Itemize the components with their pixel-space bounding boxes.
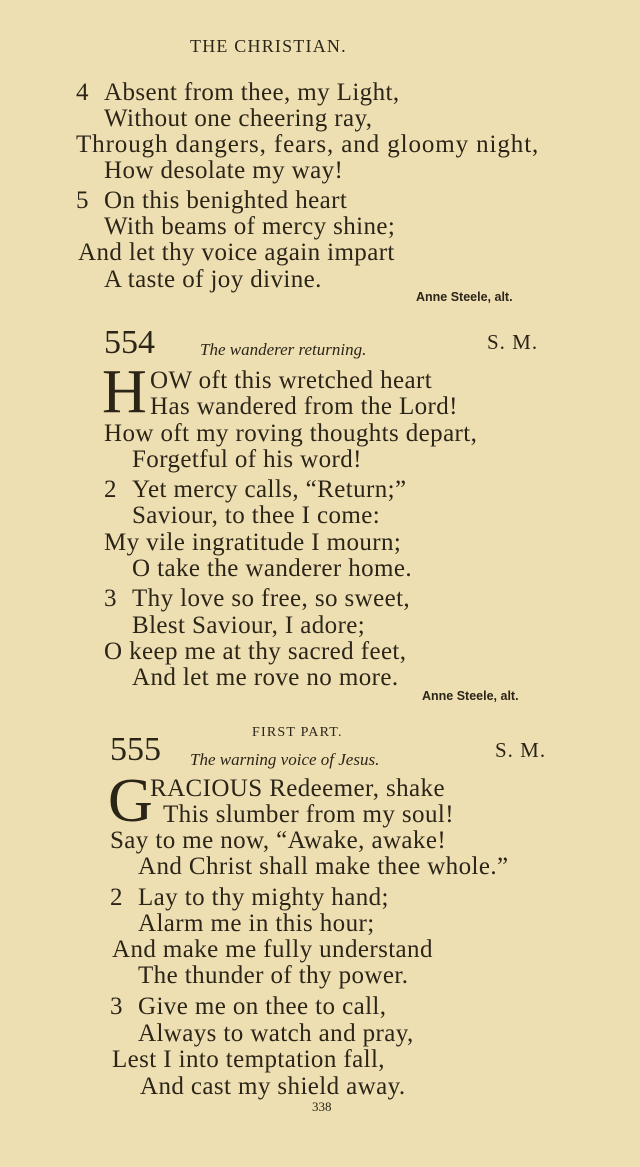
verse-line: Lay to thy mighty hand;: [138, 884, 389, 911]
verse-line: Has wandered from the Lord!: [150, 393, 458, 420]
verse-line: And Christ shall make thee whole.”: [138, 853, 509, 880]
verse-line: Say to me now, “Awake, awake!: [110, 827, 447, 854]
verse-line: Without one cheering ray,: [104, 105, 373, 132]
verse-line: How oft my roving thoughts depart,: [104, 420, 478, 447]
verse-line: OW oft this wretched heart: [150, 367, 433, 394]
verse-line: On this benighted heart: [104, 187, 348, 214]
page-number: 338: [312, 1099, 332, 1114]
verse-line: Blest Saviour, I adore;: [132, 612, 366, 639]
verse-line: And let thy voice again impart: [78, 239, 395, 266]
stanza-number: 5: [76, 187, 89, 214]
hymn-title: The wanderer returning.: [200, 340, 367, 359]
verse-line: O keep me at thy sacred feet,: [104, 638, 407, 665]
verse-line: Alarm me in this hour;: [138, 910, 375, 937]
hymn-number: 555: [110, 731, 161, 768]
drop-cap: H: [102, 358, 147, 426]
attribution: Anne Steele, alt.: [416, 290, 513, 304]
verse-line: And cast my shield away.: [140, 1073, 406, 1100]
stanza-number: 3: [104, 585, 117, 612]
verse-line: How desolate my way!: [104, 157, 344, 184]
verse-line: Always to watch and pray,: [138, 1020, 414, 1047]
stanza-number: 2: [110, 884, 123, 911]
verse-line: Give me on thee to call,: [138, 993, 387, 1020]
attribution: Anne Steele, alt.: [422, 689, 519, 703]
verse-line: RACIOUS Redeemer, shake: [150, 775, 445, 802]
verse-line: This slumber from my soul!: [163, 801, 454, 828]
part-heading: FIRST PART.: [252, 725, 343, 740]
drop-cap: G: [108, 767, 153, 835]
verse-line: With beams of mercy shine;: [104, 213, 396, 240]
verse-line: Saviour, to thee I come:: [132, 502, 381, 529]
hymn-number: 554: [104, 324, 155, 361]
verse-line: My vile ingratitude I mourn;: [104, 529, 402, 556]
verse-line: Absent from thee, my Light,: [104, 79, 400, 106]
verse-line: The thunder of thy power.: [138, 962, 409, 989]
hymn-title: The warning voice of Jesus.: [190, 750, 380, 769]
verse-line: Forgetful of his word!: [132, 446, 362, 473]
stanza-number: 2: [104, 476, 117, 503]
running-head: THE CHRISTIAN.: [190, 36, 347, 56]
stanza-number: 3: [110, 993, 123, 1020]
verse-line: Thy love so free, so sweet,: [132, 585, 411, 612]
verse-line: Lest I into temptation fall,: [112, 1046, 385, 1073]
stanza-number: 4: [76, 79, 89, 106]
verse-line: A taste of joy divine.: [104, 266, 322, 293]
hymn-meter: S. M.: [487, 330, 539, 354]
verse-line: And let me rove no more.: [132, 664, 399, 691]
verse-line: O take the wanderer home.: [132, 555, 413, 582]
hymn-meter: S. M.: [495, 738, 547, 762]
verse-line: Yet mercy calls, “Return;”: [132, 476, 407, 503]
verse-line: Through dangers, fears, and gloomy night,: [76, 131, 540, 158]
verse-line: And make me fully understand: [112, 936, 433, 963]
